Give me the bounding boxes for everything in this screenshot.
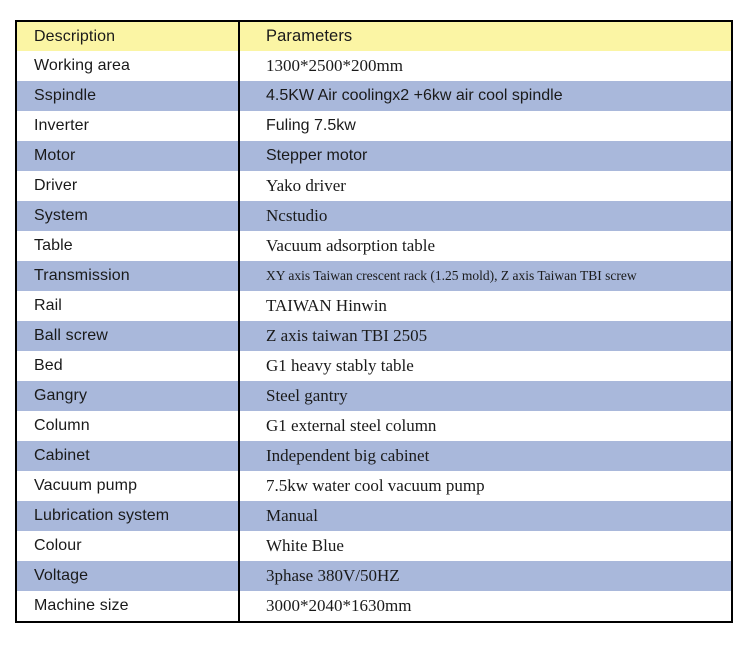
spec-value: Vacuum adsorption table bbox=[266, 236, 436, 255]
spec-label: Vacuum pump bbox=[34, 477, 138, 494]
table-row bbox=[17, 141, 731, 171]
spec-value-cell bbox=[240, 411, 731, 441]
spec-value: 3phase 380V/50HZ bbox=[266, 566, 400, 585]
spec-label-cell bbox=[17, 111, 240, 141]
spec-value-cell bbox=[240, 231, 731, 261]
spec-label: Transmission bbox=[34, 267, 130, 284]
spec-value-cell bbox=[240, 111, 731, 141]
spec-value: Z axis taiwan TBI 2505 bbox=[266, 326, 428, 345]
spec-label-cell bbox=[17, 351, 240, 381]
table-row bbox=[17, 411, 731, 441]
spec-value: XY axis Taiwan crescent rack (1.25 mold), Z axis Taiwan TBI screw bbox=[266, 268, 637, 283]
table-row bbox=[17, 171, 731, 201]
spec-value-cell bbox=[240, 141, 731, 171]
spec-label-cell bbox=[17, 51, 240, 81]
spec-label: Table bbox=[34, 237, 73, 254]
spec-label: Motor bbox=[34, 147, 76, 164]
spec-label: Colour bbox=[34, 537, 82, 554]
table-header-row bbox=[17, 22, 731, 51]
description-column-header: Description bbox=[34, 27, 116, 45]
spec-label-cell bbox=[17, 231, 240, 261]
spec-value: Manual bbox=[266, 506, 318, 525]
spec-value: 7.5kw water cool vacuum pump bbox=[266, 476, 485, 495]
spec-value-cell bbox=[240, 321, 731, 351]
table-row bbox=[17, 291, 731, 321]
table-row bbox=[17, 531, 731, 561]
spec-label: Sspindle bbox=[34, 87, 97, 104]
spec-label: Inverter bbox=[34, 117, 90, 134]
spec-value-cell bbox=[240, 201, 731, 231]
spec-label-cell bbox=[17, 591, 240, 621]
spec-label-cell bbox=[17, 81, 240, 111]
specification-table bbox=[15, 20, 733, 623]
spec-label: System bbox=[34, 207, 88, 224]
table-row bbox=[17, 111, 731, 141]
spec-label-cell bbox=[17, 321, 240, 351]
table-row bbox=[17, 471, 731, 501]
spec-value: Ncstudio bbox=[266, 206, 328, 225]
spec-label-cell bbox=[17, 561, 240, 591]
table-row bbox=[17, 321, 731, 351]
table-row bbox=[17, 351, 731, 381]
table-row bbox=[17, 441, 731, 471]
parameters-column-header: Parameters bbox=[266, 27, 353, 45]
spec-label: Rail bbox=[34, 297, 62, 314]
spec-label-cell bbox=[17, 141, 240, 171]
spec-value: Independent big cabinet bbox=[266, 446, 430, 465]
spec-value-cell bbox=[240, 531, 731, 561]
spec-label-cell bbox=[17, 501, 240, 531]
spec-value-cell bbox=[240, 501, 731, 531]
spec-value-cell bbox=[240, 291, 731, 321]
spec-value: Stepper motor bbox=[266, 147, 368, 164]
spec-value: 1300*2500*200mm bbox=[266, 56, 403, 75]
spec-label: Gangry bbox=[34, 387, 88, 404]
spec-label: Machine size bbox=[34, 597, 129, 614]
spec-value: TAIWAN Hinwin bbox=[266, 296, 387, 315]
table-row bbox=[17, 201, 731, 231]
spec-value: Fuling 7.5kw bbox=[266, 117, 356, 134]
spec-value: G1 heavy stably table bbox=[266, 356, 414, 375]
table-row bbox=[17, 81, 731, 111]
spec-value-cell bbox=[240, 471, 731, 501]
spec-value-cell bbox=[240, 51, 731, 81]
table-row bbox=[17, 231, 731, 261]
spec-value-cell bbox=[240, 171, 731, 201]
spec-label-cell bbox=[17, 291, 240, 321]
spec-label: Voltage bbox=[34, 567, 89, 584]
table-row bbox=[17, 501, 731, 531]
spec-label-cell bbox=[17, 171, 240, 201]
spec-label-cell bbox=[17, 531, 240, 561]
table-row bbox=[17, 561, 731, 591]
table-row bbox=[17, 261, 731, 291]
table-row bbox=[17, 381, 731, 411]
spec-value-cell bbox=[240, 261, 731, 291]
spec-label: Column bbox=[34, 417, 90, 434]
spec-value: 4.5KW Air coolingx2 +6kw air cool spindle bbox=[266, 87, 563, 104]
header-cell-description bbox=[17, 22, 240, 51]
spec-label: Driver bbox=[34, 177, 78, 194]
spec-value-cell bbox=[240, 591, 731, 621]
spec-value: G1 external steel column bbox=[266, 416, 437, 435]
spec-value: 3000*2040*1630mm bbox=[266, 596, 412, 615]
spec-label: Working area bbox=[34, 57, 131, 74]
spec-value: Yako driver bbox=[266, 176, 346, 195]
spec-value: Steel gantry bbox=[266, 386, 348, 405]
spec-label: Cabinet bbox=[34, 447, 90, 464]
table-row bbox=[17, 591, 731, 621]
spec-label-cell bbox=[17, 441, 240, 471]
spec-label-cell bbox=[17, 381, 240, 411]
spec-value-cell bbox=[240, 351, 731, 381]
spec-label-cell bbox=[17, 261, 240, 291]
spec-value-cell bbox=[240, 561, 731, 591]
header-cell-parameters bbox=[240, 22, 731, 51]
spec-label-cell bbox=[17, 201, 240, 231]
spec-value-cell bbox=[240, 381, 731, 411]
spec-value-cell bbox=[240, 441, 731, 471]
spec-value: White Blue bbox=[266, 536, 344, 555]
spec-table-body bbox=[17, 51, 731, 621]
spec-label-cell bbox=[17, 411, 240, 441]
table-row bbox=[17, 51, 731, 81]
spec-label: Bed bbox=[34, 357, 63, 374]
spec-label: Lubrication system bbox=[34, 507, 170, 524]
spec-label-cell bbox=[17, 471, 240, 501]
spec-value-cell bbox=[240, 81, 731, 111]
spec-label: Ball screw bbox=[34, 327, 108, 344]
